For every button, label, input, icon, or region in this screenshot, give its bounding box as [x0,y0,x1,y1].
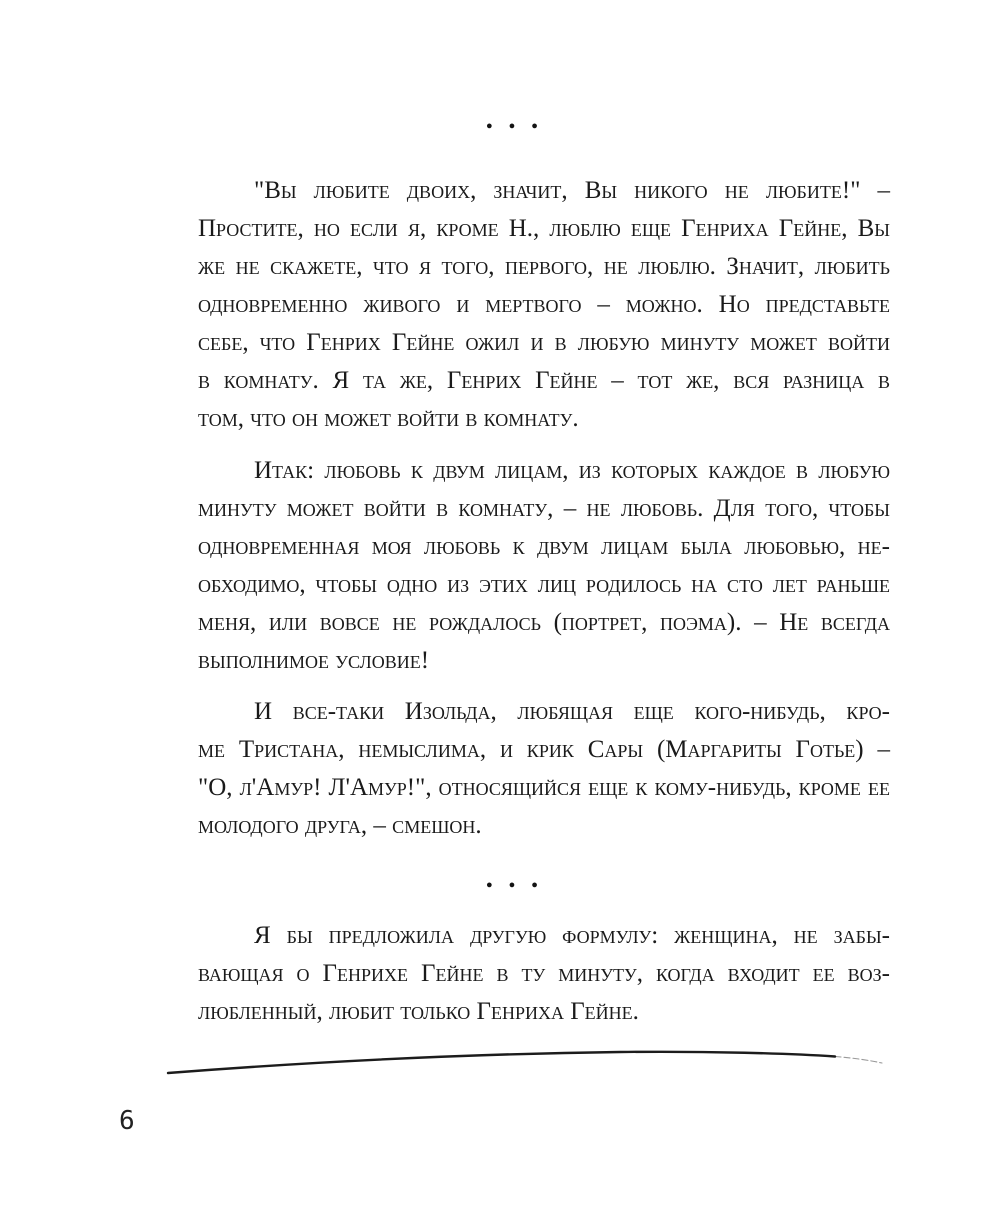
text-line: Простите, но если я, кроме Н., люблю еще Генриха Гейне, Вы [198,215,890,242]
text-line: "О, л'Амур! Л'Амур!", относящийся еще к кому-нибудь, кроме ее [198,774,890,801]
text-line: же не скажете, что я того, первого, не люблю. Значит, любить [198,253,890,280]
text-line: меня, или вовсе не рождалось (портрет, поэма). – Не всегда [198,609,890,636]
text-line: Я бы предложила другую формулу: женщина, не забы- [254,922,890,949]
paragraph-4 [198,917,890,1031]
text-line: вающая о Генрихе Гейне в ту минуту, когда входит ее воз- [198,960,890,987]
text-line: выполнимое условие! [198,647,430,674]
separator-dots-icon: ●●● [486,879,554,891]
paragraph-3 [198,693,890,845]
paragraph-2 [198,452,890,680]
page-number: 6 [119,1106,135,1136]
text-line: обходимо, чтобы одно из этих лиц родилось на сто лет раньше [198,571,890,598]
separator-dots-icon: ●●● [486,120,554,132]
text-line: себе, что Генрих Гейне ожил и в любую минуту может войти [198,329,890,356]
hand-drawn-rule [160,1045,900,1080]
text-line: Итак: любовь к двум лицам, из которых каждое в любую [254,457,890,484]
text-line: минуту может войти в комнату, – не любовь. Для того, чтобы [198,495,890,522]
text-line: в комнату. Я та же, Генрих Гейне – тот же, вся разница в [198,367,890,394]
text-line: "Вы любите двоих, значит, Вы никого не любите!" – [254,177,890,204]
text-line: одновременная моя любовь к двум лицам была любовью, не- [198,533,890,560]
text-line: И все-таки Изольда, любящая еще кого-нибудь, кро- [254,698,890,725]
text-line: ме Тристана, немыслима, и крик Сары (Маргариты Готье) – [198,736,890,763]
text-column [198,0,890,1031]
paragraph-1 [198,172,890,438]
text-line: одновременно живого и мертвого – можно. Но представьте [198,291,890,318]
text-line: любленный, любит только Генриха Гейне. [198,998,639,1025]
text-line: молодого друга, – смешон. [198,812,482,839]
text-line: том, что он может войти в комнату. [198,405,579,432]
